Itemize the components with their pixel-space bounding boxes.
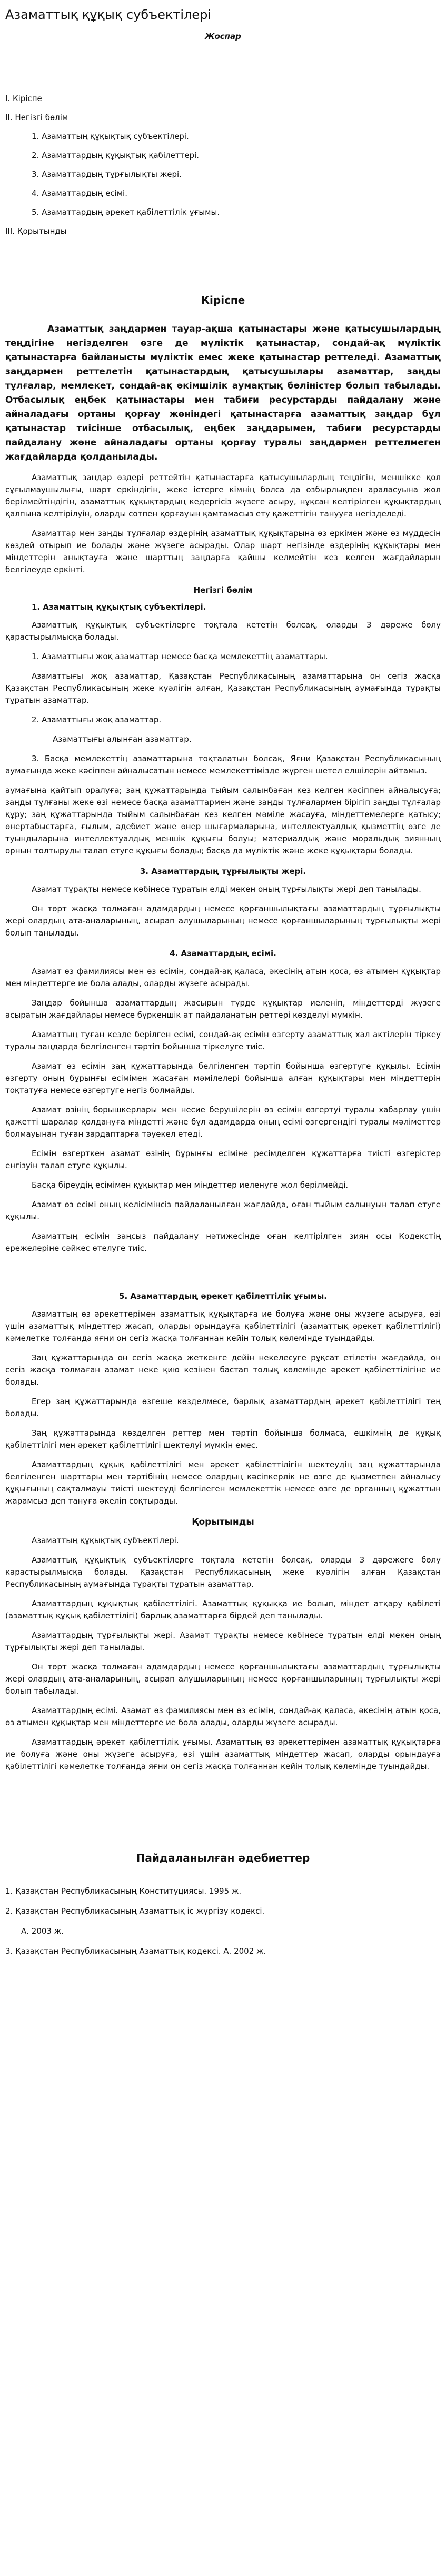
plan-item: 4. Азаматтардың есімі. <box>32 188 127 198</box>
list-item: 3. Басқа мемлекеттің азаматтарына тоқталатын болсақ, Яғни Қазақстан Республикасының аумағында жеке кәсіппен айналысатын немесе мемлекеттімізде жүрген шетел елшілерін айтамыз. <box>5 754 441 775</box>
intro-paragraph: Азаматтар мен заңды тұлғалар өздерінің азаматтық құқықтарына өз еркімен және өз мүддесін көздей отырып ие болады және жүзеге асырады. Олар шарт негізінде өздерінің құқықтары мен міндеттерін анықтауға және шарттың заңдарға қайшы келмейтін кез келген жағдайларын белгілеуде еркінті. <box>5 529 441 574</box>
section-heading: 1. Азаматтың құқықтық субъектілері. <box>32 602 206 612</box>
body-paragraph: Азамат өз фамилиясы мен өз есімін, сондай-ақ қаласа, әкесінің атын қоса, өз атымен құқықтар мен міндеттерге ие бола алады, оларды жүзеге асырады. <box>5 967 441 988</box>
body-paragraph: Азамат тұрақты немесе көбінесе тұратын елді мекен оның тұрғылықты жері деп танылады. <box>32 884 421 894</box>
body-paragraph: Азаматтардың құқықтық қабілеттілігі. Азаматтық құқыққа ие болып, міндет атқару қабілеті (азаматтық құқық қабілеттілігі) барлық азаматтарға бірдей деп танылады. <box>5 1599 441 1620</box>
list-item: 1. Азаматтығы жоқ азаматтар немесе басқа мемлекеттің азаматтары. <box>32 652 328 661</box>
body-paragraph: Азаматтардың тұрғылықты жері. Азамат тұрақты немесе көбінесе тұратын елді мекен оның тұрғылықты жері деп танылады. <box>5 1630 441 1652</box>
body-paragraph: Азаматтың туған кезде берілген есімі, сондай-ақ есімін өзгерту азаматтық хал актілерін тіркеу туралы заңдарда белгіленген тәртіп бойынша тіркелуге тиіс. <box>5 1030 441 1051</box>
body-paragraph: Он төрт жасқа толмаған адамдардың немесе қорғаншылықтағы азаматтардың тұрғылықты жері олардың ата-аналарының, асырап алушыларының немесе қорғаншыларының тұрғылықты жері болып табылады. <box>5 1662 441 1696</box>
body-paragraph: Заңдар бойынша азаматтардың жасырын түрде құқықтар иеленіп, міндеттерді жүзеге асыратын жағдайлары немесе бүркеншік ат пайдаланатын реттері көзделуі мүмкін. <box>5 998 441 1020</box>
body-paragraph: Азамат өз есімін заң құжаттарында белгіленген тәртіп бойынша өзгертуге құқылы. Есімін өзгерту оның бұрынғы есімімен жасаған мәмілелері бойынша алған құқықтары мен міндеттерін тоқтатуға немесе өзгертуге негіз болмайды. <box>5 1061 441 1095</box>
body-paragraph: Басқа біреудің есімімен құқықтар мен міндеттер иеленуге жол берілмейді. <box>32 1180 349 1190</box>
intro-bold-paragraph: Азаматтық заңдармен тауар-ақша қатынастары және қатысушылардың теңдігіне негізделген өзге де мүліктік қатынастар, сондай-ақ мүліктік қатынастарға байланысты мүліктік емес жеке қатынастар реттеледі. Азаматтық заңдармен реттелетін қатынастардың қатысушылары азаматтар, заңды тұлғалар, мемлекет, сондай-ақ әкімшілік аумақтық бөліністер болып табылады. Отбасылық еңбек қатынастары мен табиғи ресурстарды пайдалану және айналадағы ортаны қорғау жөніндегі қатынастарға азаматтық заңдар бұл қатынастар тиісінше отбасылық, еңбек заңдарымен, табиғи ресурстарды пайдалану және айналадағы ортаны қорғау туралы заңдармен реттелмеген жағдайларда қолданылады. <box>5 324 441 462</box>
section-heading: 5. Азаматтардың әрекет қабілеттілік ұғымы. <box>119 1291 327 1301</box>
main-heading: Негізгі бөлім <box>193 585 253 595</box>
reference-item: А. 2003 ж. <box>21 1926 64 1936</box>
body-paragraph: Заң құжаттарында көзделген реттер мен тәртіп бойынша болмаса, ешкімнің де құқық қабілеттілігі мен әрекет қабілеттілігі шектелуі мүмкін емес. <box>5 1428 441 1450</box>
plan-item: I. Кіріспе <box>5 94 42 103</box>
body-paragraph: аумағына қайтып оралуға; заң құжаттарында тыйым салынбаған кез келген кәсіппен айналысуға; заңды тұлғаны жеке өзі немесе басқа азаматтармен және заңды тұлғалармен бірігіп заңды тұлғалар құру; заң құжаттарында тыйым салынбаған кез келген мәміле жасауға, міндеттемелерге қатысу; өнертабыстарға, ғылым, әдебиет және өнер шығармаларына, интеллектуалдық қызметтің өзге де туындыларына интеллектуалдық меншік құқығы болуы; материалдық және моральдық зиянның орнын толтыруды талап етуге құқығы болады; басқа да мүліктік және жеке құқықтары болады. <box>5 785 441 856</box>
body-paragraph: Азаматтың өз әрекеттерімен азаматтық құқықтарға ие болуға және оны жүзеге асыруға, өзі үшін азаматтық міндеттер жасап, оларды орындауға қабілеттілігі (азаматтық әрекет қабілеттілігі) кәмелетке толғанда яғни он сегіз жасқа толғаннан кейін толық көлемінде туындайды. <box>5 1309 441 1343</box>
intro-paragraph: Азаматтық заңдар өздері реттейтін қатынастарға қатысушылардың теңдігін, меншікке қол сұғылмаушылығы, шарт еркіндігін, жеке істерге кімнің болса да озбырлықпен араласуына жол берілмейтіндігін, азаматтық құқықтардың кедергісіз жүзеге асыру, нұқсан келтірілген құқықтардың қалпына келтірілуін, оларды сотпен қорғауын қамтамасыз ету қажеттігін танууға негізделеді. <box>5 473 441 519</box>
plan-item: 3. Азаматтардың тұрғылықты жері. <box>32 170 182 179</box>
body-paragraph: Азаматтың құқықтық субъектілері. <box>32 1536 179 1545</box>
plan-item: 1. Азаматтың құқықтық субъектілері. <box>32 132 189 141</box>
plan-item: III. Қорытынды <box>5 226 67 236</box>
plan-heading: Жоспар <box>205 32 241 41</box>
body-paragraph: Азамат өз есімі оның келісімінсіз пайдаланылған жағдайда, оған тыйым салынуын талап етуге құқылы. <box>5 1200 441 1221</box>
plan-item: 2. Азаматтардың құқықтық қабілеттері. <box>32 151 200 160</box>
list-item: Азаматтығы алынған азаматтар. <box>53 734 192 744</box>
intro-heading: Кіріспе <box>201 294 245 306</box>
body-paragraph: Азаматтығы жоқ азаматтар, Қазақстан Республикасының азаматтарына он сегіз жасқа Қазақстан Республикасының жеке куәлігін алған, Қазақстан Республикасының аумағында тұрақты тұратын азаматтар. <box>5 671 441 705</box>
body-paragraph: Азаматтардың құқық қабілеттілігі мен әрекет қабілеттілігін шектеудің заң құжаттарында белгіленген шарттары мен тәртібінің немесе олардың кәсіпкерлік не өзге де қызметпен айналысу құқығының сақталмауы тиісті шектеуді белгілеген мемлекеттік немесе өзге де органның құжаттын жарамсыз деп тануға әкеліп соқтырады. <box>5 1460 441 1506</box>
reference-item: 2. Қазақстан Республикасының Азаматтық іс жүргізу кодексі. <box>5 1906 265 1916</box>
document-title: Азаматтық құқық субъектілері <box>5 7 212 22</box>
body-paragraph: Азаматтардың әрекет қабілеттілік ұғымы. Азаматтың өз әрекеттерімен азаматтық құқықтарға ие болуға және оны жүзеге асыруға, өзі үшін азаматтық міндеттер жасап, оларды орындауға қабілеттілігі кәмелетке толғанда яғни он сегіз жасқа толғаннан кейін толық көлемінде туындайды. <box>5 1737 441 1771</box>
reference-item: 3. Қазақстан Республикасының Азаматтық кодексі. А. 2002 ж. <box>5 1946 266 1956</box>
body-paragraph: Заң құжаттарында он сегіз жасқа жеткенге дейін некелесуге рұқсат етілетін жағдайда, он сегіз жасқа толмаған азамат неке қию кезінен бастап толық көлемінде әрекет қабілеттілігіне ие болады. <box>5 1353 441 1387</box>
conclusion-heading: Қорытынды <box>192 1517 254 1527</box>
body-paragraph: Азамат өзінің борышкерлары мен несие берушілерін өз есімін өзгертуі туралы хабарлау үшін қажетті шаралар қолдануға міндетті және бұл адамдарда оның есімі өзгергендігі туралы мәліметтер болмауынан туған зардаптарға тәуекел етеді. <box>5 1105 441 1139</box>
body-paragraph: Азаматтық құқықтық субъектілерге тоқтала кететін болсақ, оларды 3 дәреже бөлу қарастырылмысқа болады. <box>5 620 441 642</box>
body-paragraph: Он төрт жасқа толмаған адамдардың немесе қорғаншылықтағы азаматтардың тұрғылықты жері олардың ата-аналарының, асырап алушыларының немесе қорғаншыларының тұрғылықты жері болып танылады. <box>5 904 441 938</box>
body-paragraph: Азаматтардың есімі. Азамат өз фамилиясы мен өз есімін, сондай-ақ қаласа, әкесінің атын қоса, өз атымен құқықтар мен міндеттерге ие бола алады, оларды жүзеге асырады. <box>5 1706 441 1727</box>
plan-item: II. Негізгі бөлім <box>5 113 68 122</box>
body-paragraph: Азаматтың есімін заңсыз пайдалану нәтижесінде оған келтірілген зиян осы Кодекстің ережелеріне сәйкес өтелуге тиіс. <box>5 1231 441 1253</box>
reference-item: 1. Қазақстан Республикасының Конституциясы. 1995 ж. <box>5 1886 242 1896</box>
body-paragraph: Азаматтық құқықтық субъектілерге тоқтала кететін болсақ, оларды 3 дәрежеге бөлу карастырылмысқа болады. Қазақстан Республикасының жеке куәлігін алған Қазақстан Республикасының аумағында тұрақты тұратын азаматтар. <box>5 1555 441 1589</box>
list-item: 2. Азаматтығы жоқ азаматтар. <box>32 715 162 724</box>
body-paragraph: Есімін өзгерткен азамат өзінің бұрынғы есіміне ресімделген құжаттарға тиісті өзгерістер енгізуін талап етуге құқылы. <box>5 1149 441 1170</box>
section-heading: 4. Азаматтардың есімі. <box>170 949 276 958</box>
body-paragraph: Егер заң құжаттарында өзгеше көзделмесе, барлық азаматтардың әрекет қабілеттілігі тең болады. <box>5 1397 441 1418</box>
section-heading: 3. Азаматтардың тұрғылықты жері. <box>140 867 306 876</box>
plan-item: 5. Азаматтардың әрекет қабілеттілік ұғымы. <box>32 207 220 217</box>
references-heading: Пайдаланылған әдебиеттер <box>136 1852 310 1864</box>
